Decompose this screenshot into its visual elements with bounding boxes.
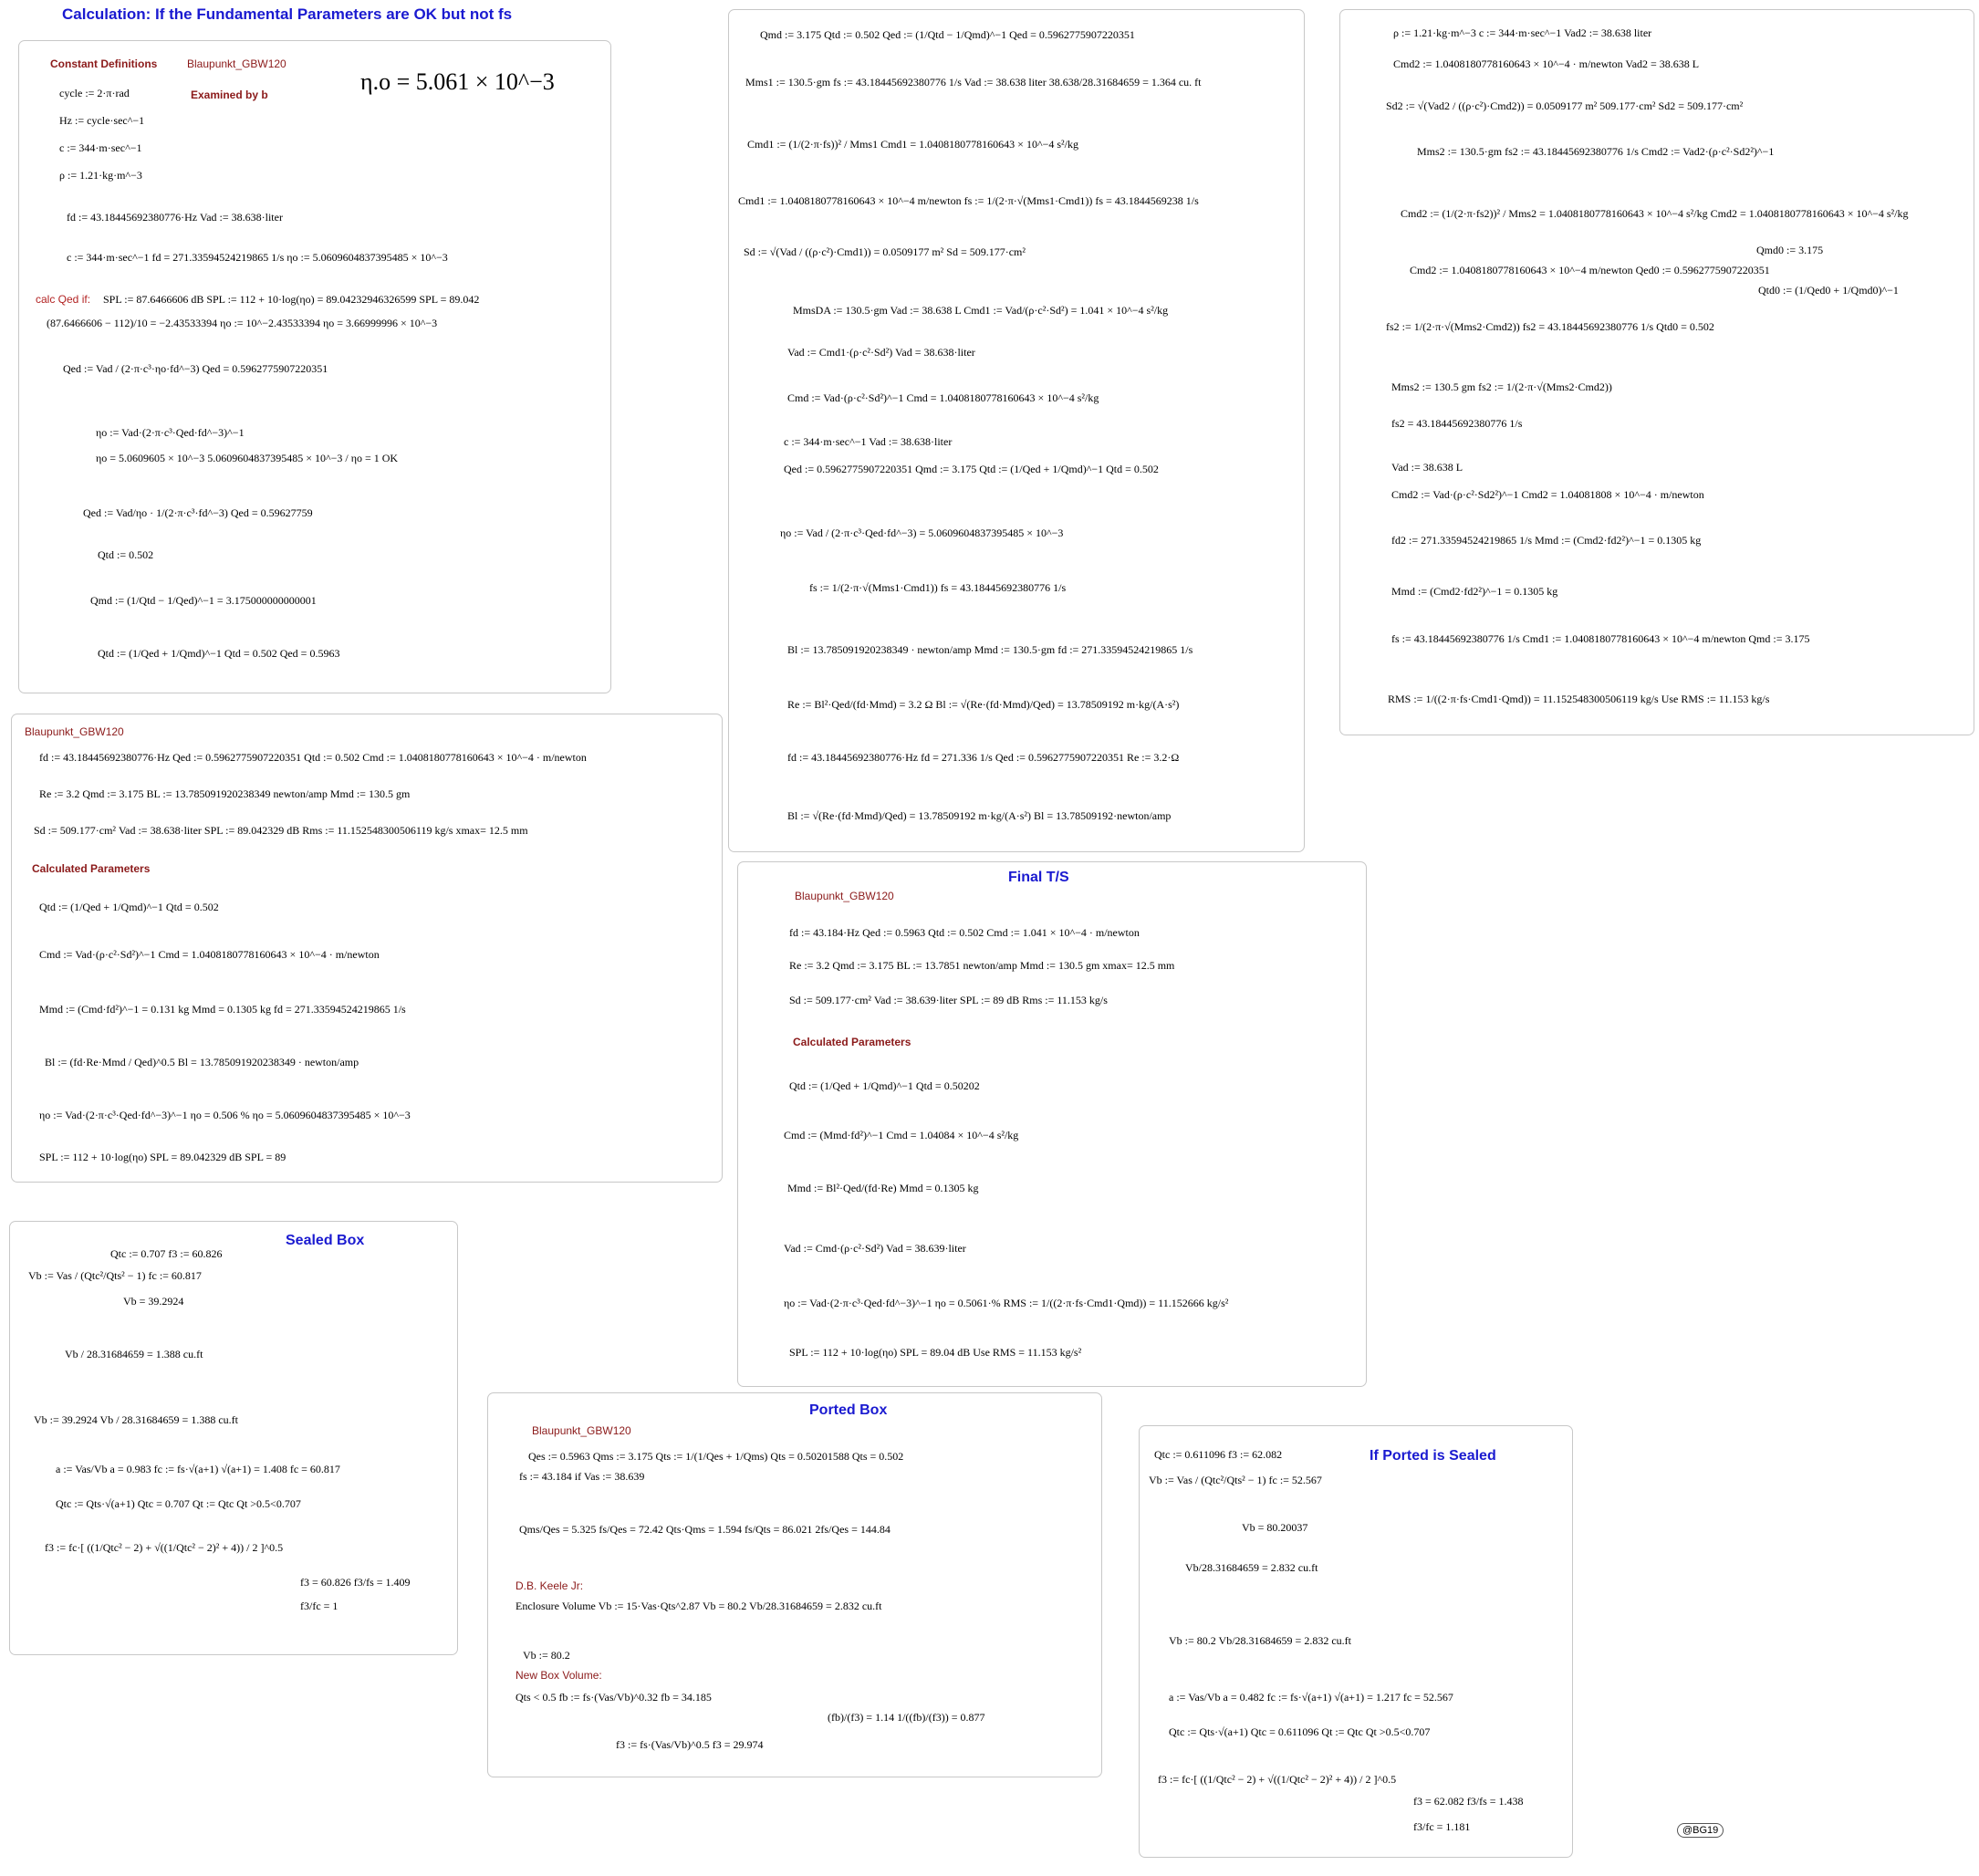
formula-line: ηo := Vad·(2·π·c³·Qed·fd^−3)^−1 — [96, 426, 245, 439]
formula-line: cycle := 2·π·rad — [59, 87, 130, 99]
formula-line: Sd := √(Vad / ((ρ·c²)·Cmd1)) = 0.0509177 m² Sd = 509.177·cm² — [744, 245, 1026, 258]
formula-line: Qtd := (1/Qed + 1/Qmd)^−1 Qtd = 0.502 Qed = 0.5963 — [98, 647, 340, 660]
final-ts-heading: Final T/S — [1008, 870, 1069, 885]
formula-line: Qts < 0.5 fb := fs·(Vas/Vb)^0.32 fb = 34.185 — [516, 1691, 712, 1704]
formula-line: fs2 := 1/(2·π·√(Mms2·Cmd2)) fs2 = 43.18445692380776 1/s Qtd0 = 0.502 — [1386, 320, 1714, 333]
formula-line: Vb := 39.2924 Vb / 28.31684659 = 1.388 cu.ft — [34, 1413, 238, 1426]
formula-line: Bl := 13.785091920238349 · newton/amp Mmd := 130.5·gm fd := 271.33594524219865 1/s — [787, 643, 1193, 656]
calculated-parameters-label: Calculated Parameters — [32, 862, 151, 875]
examined-label: Examined by b — [191, 89, 268, 101]
formula-line: Cmd := Vad·(ρ·c²·Sd²)^−1 Cmd = 1.0408180778160643 × 10^−4 · m/newton — [39, 948, 380, 961]
formula-line: Mmd := (Cmd·fd²)^−1 = 0.131 kg Mmd = 0.1305 kg fd = 271.33594524219865 1/s — [39, 1003, 406, 1016]
formula-line: Qmd := (1/Qtd − 1/Qed)^−1 = 3.175000000000001 — [90, 594, 317, 607]
formula-line: Vb := Vas / (Qtc²/Qts² − 1) fc := 52.567 — [1149, 1474, 1322, 1486]
formula-line: Sd := 509.177·cm² Vad := 38.639·liter SPL := 89 dB Rms := 11.153 kg/s — [789, 994, 1108, 1006]
formula-line: f3 = 60.826 f3/fs = 1.409 — [300, 1576, 411, 1589]
driver-name: Blaupunkt_GBW120 — [532, 1424, 631, 1437]
formula-line: Vad := Cmd1·(ρ·c²·Sd²) Vad = 38.638·liter — [787, 346, 975, 359]
formula-line: Cmd := Vad·(ρ·c²·Sd²)^−1 Cmd = 1.0408180778160643 × 10^−4 s²/kg — [787, 391, 1099, 404]
formula-line: Vb := 80.2 Vb/28.31684659 = 2.832 cu.ft — [1169, 1634, 1351, 1647]
formula-line: Vb/28.31684659 = 2.832 cu.ft — [1185, 1561, 1318, 1574]
formula-line: fs := 43.18445692380776 1/s Cmd1 := 1.0408180778160643 × 10^−4 m/newton Qmd := 3.175 — [1391, 632, 1810, 645]
formula-line: Re := 3.2 Qmd := 3.175 BL := 13.7851 newton/amp Mmd := 130.5 gm xmax= 12.5 mm — [789, 959, 1175, 972]
formula-line: Qtc := 0.707 f3 := 60.826 — [110, 1247, 223, 1260]
driver-parameters-panel — [11, 714, 723, 1183]
formula-line: SPL := 87.6466606 dB SPL := 112 + 10·log(ηo) = 89.04232946326599 SPL = 89.042 — [103, 293, 480, 306]
formula-line: f3/fc = 1.181 — [1413, 1820, 1471, 1833]
formula-line: SPL := 112 + 10·log(ηo) SPL = 89.042329 dB SPL = 89 — [39, 1151, 286, 1163]
formula-line: f3 := fc·[ ((1/Qtc² − 2) + √((1/Qtc² − 2)² + 4)) / 2 ]^0.5 — [1158, 1773, 1397, 1786]
formula-line: f3 := fs·(Vas/Vb)^0.5 f3 = 29.974 — [616, 1738, 764, 1751]
formula-line: Qmd := 3.175 Qtd := 0.502 Qed := (1/Qtd − 1/Qmd)^−1 Qed = 0.5962775907220351 — [760, 28, 1135, 41]
formula-line: Cmd1 := 1.0408180778160643 × 10^−4 m/newton fs := 1/(2·π·√(Mms1·Cmd1)) fs = 43.1844569238 1/s — [738, 194, 1199, 207]
formula-line: Vb / 28.31684659 = 1.388 cu.ft — [65, 1348, 203, 1360]
formula-line: Cmd2 := Vad·(ρ·c²·Sd2²)^−1 Cmd2 = 1.04081808 × 10^−4 · m/newton — [1391, 488, 1704, 501]
formula-line: (fb)/(f3) = 1.14 1/((fb)/(f3)) = 0.877 — [828, 1711, 985, 1724]
formula-line: Vb = 80.20037 — [1242, 1521, 1308, 1534]
ported-box-heading: Ported Box — [809, 1402, 888, 1418]
formula-line: Cmd2 := (1/(2·π·fs2))² / Mms2 = 1.0408180778160643 × 10^−4 s²/kg Cmd2 = 1.0408180778160643 × 10^−4 s²/kg — [1401, 207, 1909, 220]
formula-line: Vb := Vas / (Qtc²/Qts² − 1) fc := 60.817 — [28, 1269, 202, 1282]
formula-line: SPL := 112 + 10·log(ηo) SPL = 89.04 dB Use RMS = 11.153 kg/s² — [789, 1346, 1082, 1359]
formula-line: Vad := 38.638 L — [1391, 461, 1463, 474]
formula-line: fd := 43.18445692380776·Hz Qed := 0.5962775907220351 Qtd := 0.502 Cmd := 1.0408180778160643 × 10^−4 · m/newton — [39, 751, 587, 764]
formula-line: fs := 1/(2·π·√(Mms1·Cmd1)) fs = 43.18445692380776 1/s — [809, 581, 1067, 594]
formula-line: ηo = 5.0609605 × 10^−3 5.0609604837395485 × 10^−3 / ηo = 1 OK — [96, 452, 399, 464]
formula-line: Re := Bl²·Qed/(fd·Mmd) = 3.2 Ω Bl := √(Re·(fd·Mmd)/Qed) = 13.78509192 m·kg/(A·s²) — [787, 698, 1180, 711]
formula-line: Qes := 0.5963 Qms := 3.175 Qts := 1/(1/Qes + 1/Qms) Qts = 0.50201588 Qts = 0.502 — [528, 1450, 904, 1463]
calculated-parameters-label: Calculated Parameters — [793, 1036, 911, 1048]
formula-line: Qmd0 := 3.175 — [1756, 244, 1824, 256]
formula-line: Qtc := Qts·√(a+1) Qtc = 0.707 Qt := Qtc Qt >0.5<0.707 — [56, 1497, 301, 1510]
formula-line: Mms1 := 130.5·gm fs := 43.18445692380776 1/s Vad := 38.638 liter 38.638/28.31684659 = 1.364 cu. ft — [745, 76, 1202, 89]
formula-line: f3 = 62.082 f3/fs = 1.438 — [1413, 1795, 1524, 1808]
formula-line: c := 344·m·sec^−1 — [59, 141, 142, 154]
formula-line: ρ := 1.21·kg·m^−3 — [59, 169, 142, 182]
formula-line: fd := 43.18445692380776·Hz fd = 271.336 1/s Qed := 0.5962775907220351 Re := 3.2·Ω — [787, 751, 1180, 764]
sealed-box-panel — [9, 1221, 458, 1655]
final-ts-panel — [737, 861, 1367, 1387]
formula-line: Qed := 0.5962775907220351 Qmd := 3.175 Qtd := (1/Qed + 1/Qmd)^−1 Qtd = 0.502 — [784, 463, 1159, 475]
constant-definitions-panel — [18, 40, 611, 693]
keele-label: D.B. Keele Jr: — [516, 1579, 584, 1592]
calc-qed-label: calc Qed if: — [36, 293, 91, 306]
formula-line: Qms/Qes = 5.325 fs/Qes = 72.42 Qts·Qms = 1.594 fs/Qts = 86.021 2fs/Qes = 144.84 — [519, 1523, 891, 1536]
formula-line: Mms2 := 130.5 gm fs2 := 1/(2·π·√(Mms2·Cmd2)) — [1391, 380, 1612, 393]
formula-line: Qtc := 0.611096 f3 := 62.082 — [1154, 1448, 1283, 1461]
formula-line: RMS := 1/((2·π·fs·Cmd1·Qmd)) = 11.152548300506119 kg/s Use RMS := 11.153 kg/s — [1388, 693, 1770, 705]
constant-definitions-label: Constant Definitions — [50, 57, 158, 70]
formula-line: c := 344·m·sec^−1 Vad := 38.638·liter — [784, 435, 953, 448]
formula-line: ρ := 1.21·kg·m^−3 c := 344·m·sec^−1 Vad2 := 38.638 liter — [1393, 26, 1652, 39]
formula-line: Sd := 509.177·cm² Vad := 38.638·liter SPL := 89.042329 dB Rms := 11.152548300506119 kg/s xmax= 12.5 mm — [34, 824, 528, 837]
middle-calculation-panel — [728, 9, 1305, 852]
formula-line: Bl := (fd·Re·Mmd / Qed)^0.5 Bl = 13.785091920238349 · newton/amp — [45, 1056, 359, 1068]
formula-line: f3 := fc·[ ((1/Qtc² − 2) + √((1/Qtc² − 2)² + 4)) / 2 ]^0.5 — [45, 1541, 284, 1554]
formula-line: Vb := 80.2 — [523, 1649, 570, 1662]
formula-line: Cmd1 := (1/(2·π·fs))² / Mms1 Cmd1 = 1.0408180778160643 × 10^−4 s²/kg — [747, 138, 1078, 151]
formula-line: Qtd0 := (1/Qed0 + 1/Qmd0)^−1 — [1758, 284, 1899, 297]
formula-line: Vb = 39.2924 — [123, 1295, 184, 1308]
author-badge: @BG19 — [1677, 1823, 1724, 1838]
formula-line: Enclosure Volume Vb := 15·Vas·Qts^2.87 Vb = 80.2 Vb/28.31684659 = 2.832 cu.ft — [516, 1600, 882, 1612]
formula-line: Qtd := (1/Qed + 1/Qmd)^−1 Qtd = 0.50202 — [789, 1079, 980, 1092]
formula-line: a := Vas/Vb a = 0.983 fc := fs·√(a+1) √(a+1) = 1.408 fc = 60.817 — [56, 1463, 340, 1475]
if-ported-sealed-heading: If Ported is Sealed — [1370, 1448, 1496, 1464]
formula-line: Mmd := (Cmd2·fd2²)^−1 = 0.1305 kg — [1391, 585, 1558, 598]
formula-line: f3/fc = 1 — [300, 1600, 339, 1612]
new-box-volume-label: New Box Volume: — [516, 1669, 602, 1682]
driver-name: Blaupunkt_GBW120 — [25, 725, 124, 738]
formula-line: Cmd2 := 1.0408180778160643 × 10^−4 · m/newton Vad2 = 38.638 L — [1393, 57, 1700, 70]
formula-line: fd2 := 271.33594524219865 1/s Mmd := (Cmd2·fd2²)^−1 = 0.1305 kg — [1391, 534, 1702, 547]
eta-result: η.o = 5.061 × 10^−3 — [360, 68, 555, 95]
driver-name: Blaupunkt_GBW120 — [187, 57, 286, 70]
formula-line: Mms2 := 130.5·gm fs2 := 43.18445692380776 1/s Cmd2 := Vad2·(ρ·c²·Sd2²)^−1 — [1417, 145, 1775, 158]
driver-name: Blaupunkt_GBW120 — [795, 890, 894, 902]
formula-line: fs := 43.184 if Vas := 38.639 — [519, 1470, 645, 1483]
formula-line: Qtd := 0.502 — [98, 548, 154, 561]
formula-line: Sd2 := √(Vad2 / ((ρ·c²)·Cmd2)) = 0.0509177 m² 509.177·cm² Sd2 = 509.177·cm² — [1386, 99, 1744, 112]
formula-line: a := Vas/Vb a = 0.482 fc := fs·√(a+1) √(a+1) = 1.217 fc = 52.567 — [1169, 1691, 1453, 1704]
formula-line: Cmd2 := 1.0408180778160643 × 10^−4 m/newton Qed0 := 0.5962775907220351 — [1410, 264, 1770, 276]
page-title: Calculation: If the Fundamental Parameters are OK but not fs — [62, 5, 513, 23]
formula-line: fs2 = 43.18445692380776 1/s — [1391, 417, 1523, 430]
formula-line: c := 344·m·sec^−1 fd = 271.33594524219865 1/s ηo := 5.0609604837395485 × 10^−3 — [67, 251, 448, 264]
formula-line: Vad := Cmd·(ρ·c²·Sd²) Vad = 38.639·liter — [784, 1242, 966, 1255]
formula-line: (87.6466606 − 112)/10 = −2.43533394 ηo := 10^−2.43533394 ηo = 3.66999996 × 10^−3 — [47, 317, 438, 329]
formula-line: ηo := Vad·(2·π·c³·Qed·fd^−3)^−1 ηo = 0.5061·% RMS := 1/((2·π·fs·Cmd1·Qmd)) = 11.152666 kg/s² — [784, 1297, 1229, 1309]
formula-line: Qed := Vad / (2·π·c³·ηo·fd^−3) Qed = 0.5962775907220351 — [63, 362, 328, 375]
formula-line: Re := 3.2 Qmd := 3.175 BL := 13.785091920238349 newton/amp Mmd := 130.5 gm — [39, 787, 411, 800]
formula-line: MmsDA := 130.5·gm Vad := 38.638 L Cmd1 := Vad/(ρ·c²·Sd²) = 1.041 × 10^−4 s²/kg — [793, 304, 1169, 317]
formula-line: fd := 43.184·Hz Qed := 0.5963 Qtd := 0.502 Cmd := 1.041 × 10^−4 · m/newton — [789, 926, 1140, 939]
sealed-box-heading: Sealed Box — [286, 1233, 365, 1248]
formula-line: Cmd := (Mmd·fd²)^−1 Cmd = 1.04084 × 10^−4 s²/kg — [784, 1129, 1019, 1141]
formula-line: Hz := cycle·sec^−1 — [59, 114, 145, 127]
formula-line: Bl := √(Re·(fd·Mmd)/Qed) = 13.78509192 m·kg/(A·s²) Bl = 13.78509192·newton/amp — [787, 809, 1172, 822]
ported-box-panel — [487, 1392, 1102, 1777]
formula-line: ηo := Vad / (2·π·c³·Qed·fd^−3) = 5.0609604837395485 × 10^−3 — [780, 526, 1064, 539]
formula-line: Qtc := Qts·√(a+1) Qtc = 0.611096 Qt := Qtc Qt >0.5<0.707 — [1169, 1725, 1431, 1738]
formula-line: ηo := Vad·(2·π·c³·Qed·fd^−3)^−1 ηo = 0.506 % ηo = 5.0609604837395485 × 10^−3 — [39, 1109, 411, 1121]
formula-line: Mmd := Bl²·Qed/(fd·Re) Mmd = 0.1305 kg — [787, 1182, 979, 1194]
formula-line: fd := 43.18445692380776·Hz Vad := 38.638·liter — [67, 211, 283, 224]
if-ported-sealed-panel — [1139, 1425, 1573, 1858]
formula-line: Qed := Vad/ηo · 1/(2·π·c³·fd^−3) Qed = 0.59627759 — [83, 506, 313, 519]
formula-line: Qtd := (1/Qed + 1/Qmd)^−1 Qtd = 0.502 — [39, 901, 219, 913]
right-calculation-panel — [1339, 9, 1974, 735]
